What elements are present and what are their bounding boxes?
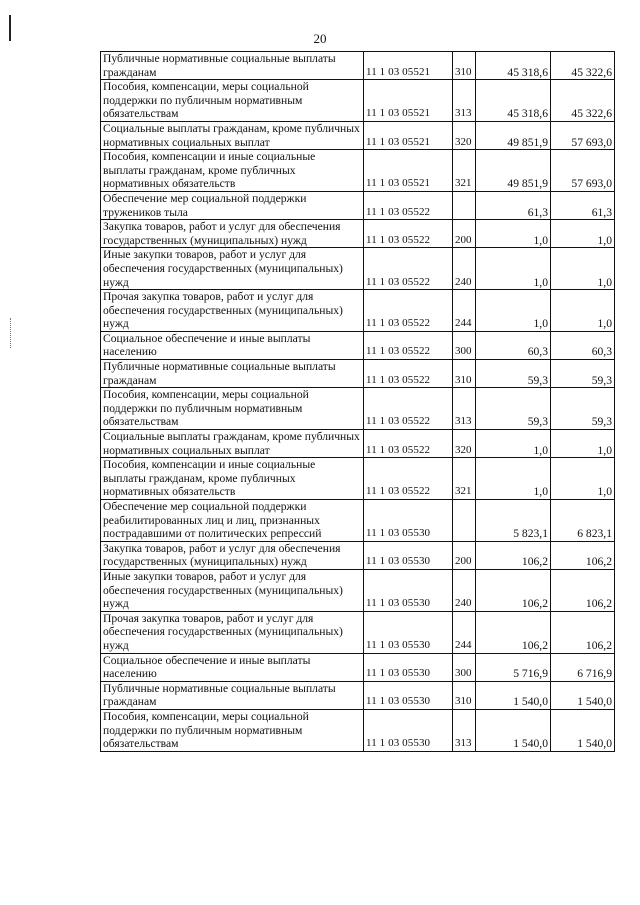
row-value-year2-cell: 1 540,0 — [551, 709, 615, 751]
table-row — [101, 121, 615, 149]
row-code-cell: 11 1 03 05530 — [364, 611, 453, 653]
row-name-cell: Обеспечение мер социальной поддержки реабилитированных лиц и лиц, признанных пострадавшими от политических репрессий — [101, 500, 364, 542]
row-expense-type-cell: 200 — [453, 220, 476, 248]
row-expense-type-cell: 300 — [453, 653, 476, 681]
row-name-cell: Публичные нормативные социальные выплаты гражданам — [101, 52, 364, 80]
row-name-cell: Иные закупки товаров, работ и услуг для обеспечения государственных (муниципальных) нужд — [101, 569, 364, 611]
row-code-cell: 11 1 03 05530 — [364, 681, 453, 709]
row-value-year1-cell: 1 540,0 — [476, 709, 551, 751]
row-name-cell: Закупка товаров, работ и услуг для обеспечения государственных (муниципальных) нужд — [101, 541, 364, 569]
table-row — [101, 331, 615, 359]
row-value-year2-cell: 59,3 — [551, 360, 615, 388]
table-row — [101, 191, 615, 219]
row-expense-type-cell: 313 — [453, 388, 476, 430]
row-value-year2-cell: 59,3 — [551, 388, 615, 430]
row-value-year2-cell: 6 823,1 — [551, 500, 615, 542]
table-row — [101, 611, 615, 653]
row-name-cell: Социальные выплаты гражданам, кроме публичных нормативных социальных выплат — [101, 121, 364, 149]
table-row — [101, 541, 615, 569]
table-row — [101, 220, 615, 248]
row-value-year1-cell: 49 851,9 — [476, 121, 551, 149]
row-value-year2-cell: 6 716,9 — [551, 653, 615, 681]
row-name-cell: Пособия, компенсации, меры социальной поддержки по публичным нормативным обязательствам — [101, 80, 364, 122]
row-expense-type-cell: 244 — [453, 290, 476, 332]
row-expense-type-cell: 310 — [453, 52, 476, 80]
row-code-cell: 11 1 03 05522 — [364, 290, 453, 332]
row-value-year1-cell: 59,3 — [476, 360, 551, 388]
row-value-year1-cell: 1,0 — [476, 290, 551, 332]
row-value-year1-cell: 106,2 — [476, 569, 551, 611]
row-name-cell: Пособия, компенсации и иные социальные выплаты гражданам, кроме публичных нормативных обязательств — [101, 150, 364, 192]
row-value-year2-cell: 1,0 — [551, 248, 615, 290]
row-value-year2-cell: 1,0 — [551, 458, 615, 500]
table-row — [101, 569, 615, 611]
row-code-cell: 11 1 03 05522 — [364, 430, 453, 458]
row-value-year1-cell: 45 318,6 — [476, 80, 551, 122]
row-expense-type-cell: 313 — [453, 709, 476, 751]
row-name-cell: Публичные нормативные социальные выплаты гражданам — [101, 681, 364, 709]
row-value-year2-cell: 1,0 — [551, 220, 615, 248]
table-row — [101, 248, 615, 290]
row-value-year1-cell: 1,0 — [476, 220, 551, 248]
table-row — [101, 290, 615, 332]
row-name-cell: Иные закупки товаров, работ и услуг для обеспечения государственных (муниципальных) нужд — [101, 248, 364, 290]
row-value-year1-cell: 59,3 — [476, 388, 551, 430]
row-code-cell: 11 1 03 05530 — [364, 709, 453, 751]
row-value-year2-cell: 61,3 — [551, 191, 615, 219]
row-name-cell: Публичные нормативные социальные выплаты гражданам — [101, 360, 364, 388]
row-code-cell: 11 1 03 05530 — [364, 653, 453, 681]
row-expense-type-cell: 313 — [453, 80, 476, 122]
row-value-year1-cell: 61,3 — [476, 191, 551, 219]
row-expense-type-cell: 300 — [453, 331, 476, 359]
row-code-cell: 11 1 03 05522 — [364, 458, 453, 500]
row-name-cell: Прочая закупка товаров, работ и услуг для обеспечения государственных (муниципальных) нужд — [101, 611, 364, 653]
row-expense-type-cell: 320 — [453, 430, 476, 458]
row-value-year1-cell: 1,0 — [476, 430, 551, 458]
row-value-year2-cell: 57 693,0 — [551, 121, 615, 149]
row-value-year2-cell: 1 540,0 — [551, 681, 615, 709]
row-value-year2-cell: 1,0 — [551, 430, 615, 458]
row-value-year1-cell: 45 318,6 — [476, 52, 551, 80]
row-code-cell: 11 1 03 05522 — [364, 248, 453, 290]
row-expense-type-cell: 310 — [453, 681, 476, 709]
table-row — [101, 500, 615, 542]
row-value-year1-cell: 106,2 — [476, 541, 551, 569]
table-row — [101, 458, 615, 500]
row-name-cell: Прочая закупка товаров, работ и услуг для обеспечения государственных (муниципальных) нужд — [101, 290, 364, 332]
row-code-cell: 11 1 03 05522 — [364, 388, 453, 430]
table-row — [101, 681, 615, 709]
row-name-cell: Обеспечение мер социальной поддержки тружеников тыла — [101, 191, 364, 219]
row-code-cell: 11 1 03 05521 — [364, 121, 453, 149]
row-name-cell: Пособия, компенсации, меры социальной поддержки по публичным нормативным обязательствам — [101, 388, 364, 430]
table-row — [101, 52, 615, 80]
row-expense-type-cell: 240 — [453, 248, 476, 290]
table-row — [101, 388, 615, 430]
row-value-year2-cell: 57 693,0 — [551, 150, 615, 192]
row-value-year2-cell: 106,2 — [551, 569, 615, 611]
row-value-year1-cell: 1,0 — [476, 248, 551, 290]
row-code-cell: 11 1 03 05530 — [364, 500, 453, 542]
row-value-year1-cell: 106,2 — [476, 611, 551, 653]
row-value-year1-cell: 5 823,1 — [476, 500, 551, 542]
row-code-cell: 11 1 03 05522 — [364, 331, 453, 359]
row-name-cell: Социальное обеспечение и иные выплаты населению — [101, 331, 364, 359]
row-name-cell: Социальное обеспечение и иные выплаты населению — [101, 653, 364, 681]
row-name-cell: Пособия, компенсации, меры социальной поддержки по публичным нормативным обязательствам — [101, 709, 364, 751]
row-value-year2-cell: 45 322,6 — [551, 52, 615, 80]
row-value-year2-cell: 60,3 — [551, 331, 615, 359]
table-row — [101, 653, 615, 681]
row-value-year1-cell: 5 716,9 — [476, 653, 551, 681]
row-expense-type-cell: 244 — [453, 611, 476, 653]
row-code-cell: 11 1 03 05522 — [364, 191, 453, 219]
row-code-cell: 11 1 03 05521 — [364, 150, 453, 192]
scan-margin-dots — [10, 318, 12, 348]
row-expense-type-cell: 321 — [453, 150, 476, 192]
table-row — [101, 150, 615, 192]
row-expense-type-cell: 321 — [453, 458, 476, 500]
row-code-cell: 11 1 03 05530 — [364, 569, 453, 611]
row-code-cell: 11 1 03 05521 — [364, 80, 453, 122]
table-row — [101, 430, 615, 458]
table-row — [101, 709, 615, 751]
row-value-year1-cell: 1,0 — [476, 458, 551, 500]
row-name-cell: Социальные выплаты гражданам, кроме публичных нормативных социальных выплат — [101, 430, 364, 458]
row-name-cell: Закупка товаров, работ и услуг для обеспечения государственных (муниципальных) нужд — [101, 220, 364, 248]
budget-table — [100, 51, 615, 752]
row-code-cell: 11 1 03 05521 — [364, 52, 453, 80]
row-value-year1-cell: 1 540,0 — [476, 681, 551, 709]
row-expense-type-cell — [453, 500, 476, 542]
page-number: 20 — [313, 31, 327, 46]
table-row — [101, 80, 615, 122]
row-code-cell: 11 1 03 05522 — [364, 220, 453, 248]
row-expense-type-cell: 200 — [453, 541, 476, 569]
row-value-year2-cell: 106,2 — [551, 611, 615, 653]
row-code-cell: 11 1 03 05530 — [364, 541, 453, 569]
row-code-cell: 11 1 03 05522 — [364, 360, 453, 388]
row-expense-type-cell — [453, 191, 476, 219]
row-value-year2-cell: 45 322,6 — [551, 80, 615, 122]
row-name-cell: Пособия, компенсации и иные социальные выплаты гражданам, кроме публичных нормативных обязательств — [101, 458, 364, 500]
row-expense-type-cell: 320 — [453, 121, 476, 149]
row-value-year1-cell: 60,3 — [476, 331, 551, 359]
row-value-year2-cell: 1,0 — [551, 290, 615, 332]
row-value-year1-cell: 49 851,9 — [476, 150, 551, 192]
budget-table-body — [101, 52, 615, 752]
row-expense-type-cell: 310 — [453, 360, 476, 388]
row-value-year2-cell: 106,2 — [551, 541, 615, 569]
table-row — [101, 360, 615, 388]
row-expense-type-cell: 240 — [453, 569, 476, 611]
